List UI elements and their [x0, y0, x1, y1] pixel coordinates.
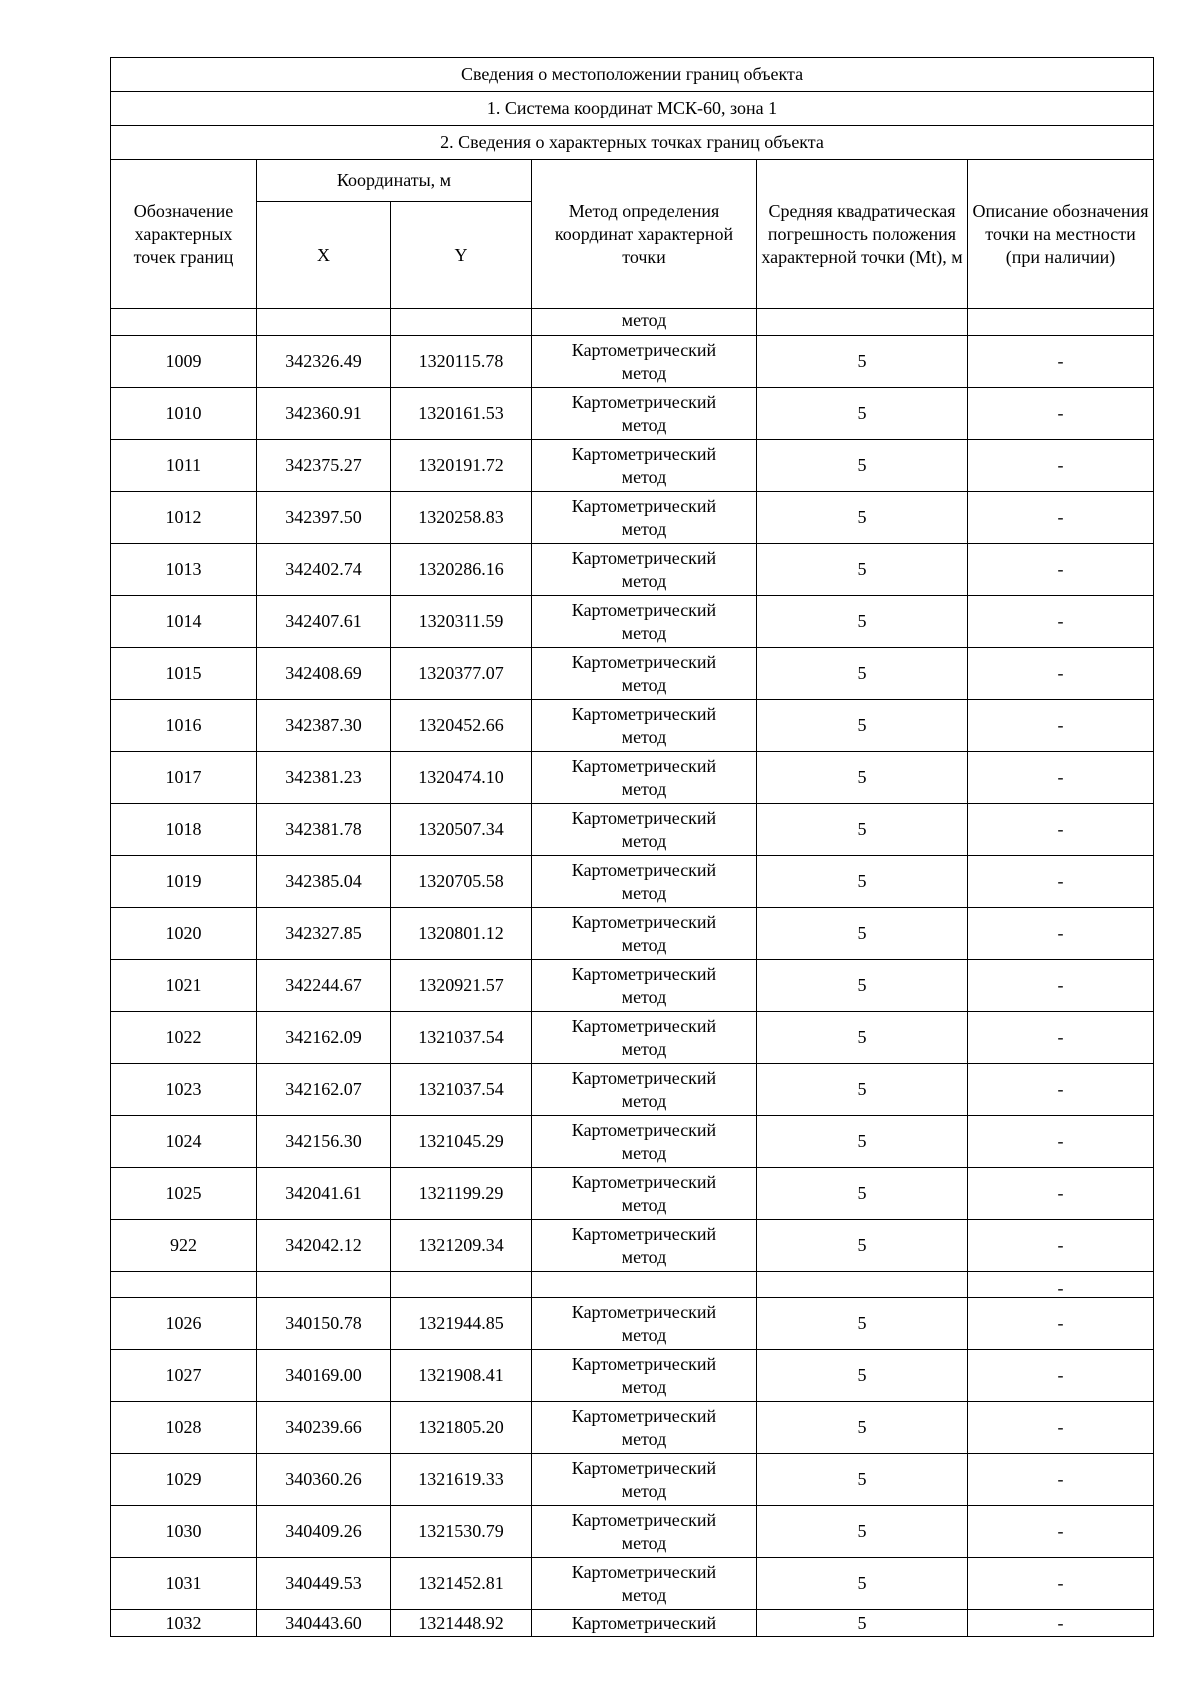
table-row: [111, 1116, 1154, 1168]
point-id-cell: 1029: [111, 1454, 257, 1506]
x-coordinate-cell: 342397.50: [257, 492, 391, 544]
method-line: Картометрический: [571, 339, 717, 360]
method-cell: [532, 1220, 757, 1272]
method-line: метод: [621, 934, 667, 955]
description-cell: -: [968, 1168, 1154, 1220]
header-method: Метод определения координат характерной точки: [532, 160, 757, 309]
y-coordinate-cell: 1321452.81: [391, 1558, 532, 1610]
method-line: Картометрический: [571, 963, 717, 984]
method-line: Картометрический: [571, 1171, 717, 1192]
description-cell: -: [968, 1454, 1154, 1506]
table-row: [111, 1220, 1154, 1272]
description-cell: -: [968, 388, 1154, 440]
method-line: Картометрический: [571, 547, 717, 568]
x-coordinate-cell: 342381.23: [257, 752, 391, 804]
description-cell: -: [968, 544, 1154, 596]
method-line: Картометрический: [571, 755, 717, 776]
description-cell: -: [968, 1220, 1154, 1272]
point-id-cell: 1013: [111, 544, 257, 596]
description-cell: -: [968, 908, 1154, 960]
method-line: Картометрический: [571, 1119, 717, 1140]
method-line: метод: [621, 1142, 667, 1163]
table-row: [111, 1610, 1154, 1637]
point-id-cell: 1016: [111, 700, 257, 752]
method-line: метод: [621, 726, 667, 747]
x-coordinate-cell: 340449.53: [257, 1558, 391, 1610]
y-coordinate-cell: 1320286.16: [391, 544, 532, 596]
mean-error-cell: 5: [757, 492, 968, 544]
point-id-cell: 1031: [111, 1558, 257, 1610]
table-cell: [391, 309, 532, 336]
method-line: метод: [621, 830, 667, 851]
mean-error-cell: 5: [757, 596, 968, 648]
description-cell: -: [968, 856, 1154, 908]
point-id-cell: 1030: [111, 1506, 257, 1558]
x-coordinate-cell: 342408.69: [257, 648, 391, 700]
table-row: [111, 596, 1154, 648]
header-mean-error: Средняя квадратическая погрешность положения характерной точки (Mt), м: [757, 160, 968, 309]
table-row: [111, 1454, 1154, 1506]
y-coordinate-cell: 1320258.83: [391, 492, 532, 544]
method-cell: [532, 752, 757, 804]
y-coordinate-cell: 1320507.34: [391, 804, 532, 856]
method-line: метод: [621, 570, 667, 591]
method-line: Картометрический: [571, 1301, 717, 1322]
mean-error-cell: 5: [757, 908, 968, 960]
method-line: метод: [621, 986, 667, 1007]
method-cell: [532, 1116, 757, 1168]
point-id-cell: 1012: [111, 492, 257, 544]
method-line: Картометрический: [571, 1067, 717, 1088]
x-coordinate-cell: 342381.78: [257, 804, 391, 856]
method-cell: [532, 908, 757, 960]
x-coordinate-cell: 340239.66: [257, 1402, 391, 1454]
table-row: [111, 1506, 1154, 1558]
y-coordinate-cell: 1321619.33: [391, 1454, 532, 1506]
mean-error-cell: 5: [757, 1402, 968, 1454]
y-coordinate-cell: 1320191.72: [391, 440, 532, 492]
point-id-cell: 1022: [111, 1012, 257, 1064]
mean-error-cell: 5: [757, 1220, 968, 1272]
point-id-cell: 1026: [111, 1298, 257, 1350]
table-row: [111, 1558, 1154, 1610]
x-coordinate-cell: 342387.30: [257, 700, 391, 752]
table-row: [111, 752, 1154, 804]
method-line: Картометрический: [571, 807, 717, 828]
method-cell: [532, 1012, 757, 1064]
y-coordinate-cell: 1320311.59: [391, 596, 532, 648]
x-coordinate-cell: 342375.27: [257, 440, 391, 492]
y-coordinate-cell: 1321944.85: [391, 1298, 532, 1350]
table-row: [111, 960, 1154, 1012]
method-line: метод: [621, 1480, 667, 1501]
method-cell: [532, 804, 757, 856]
mean-error-cell: 5: [757, 804, 968, 856]
method-line: метод: [621, 1038, 667, 1059]
method-cell: [532, 648, 757, 700]
mean-error-cell: 5: [757, 1012, 968, 1064]
point-id-cell: 1010: [111, 388, 257, 440]
y-coordinate-cell: 1321045.29: [391, 1116, 532, 1168]
x-coordinate-cell: 340443.60: [257, 1610, 391, 1637]
method-cell: [532, 856, 757, 908]
method-cell: [532, 700, 757, 752]
method-cell: Картометрический: [532, 1610, 757, 1637]
point-id-cell: 1019: [111, 856, 257, 908]
x-coordinate-cell: 342162.09: [257, 1012, 391, 1064]
method-line: метод: [621, 882, 667, 903]
x-coordinate-cell: 340150.78: [257, 1298, 391, 1350]
y-coordinate-cell: 1320161.53: [391, 388, 532, 440]
header-y: Y: [391, 202, 532, 309]
x-coordinate-cell: 340360.26: [257, 1454, 391, 1506]
mean-error-cell: 5: [757, 1558, 968, 1610]
method-cell: [532, 1350, 757, 1402]
x-coordinate-cell: 342041.61: [257, 1168, 391, 1220]
description-cell: -: [968, 1272, 1154, 1298]
y-coordinate-cell: 1320705.58: [391, 856, 532, 908]
table-row: [111, 1402, 1154, 1454]
method-line: Картометрический: [571, 651, 717, 672]
mean-error-cell: 5: [757, 1116, 968, 1168]
description-cell: -: [968, 336, 1154, 388]
point-id-cell: 1032: [111, 1610, 257, 1637]
method-cell: [532, 1402, 757, 1454]
method-cell: [532, 388, 757, 440]
description-cell: -: [968, 1506, 1154, 1558]
mean-error-cell: 5: [757, 440, 968, 492]
y-coordinate-cell: 1320115.78: [391, 336, 532, 388]
point-id-cell: 1017: [111, 752, 257, 804]
x-coordinate-cell: 340409.26: [257, 1506, 391, 1558]
y-coordinate-cell: 1321037.54: [391, 1012, 532, 1064]
x-coordinate-cell: 342244.67: [257, 960, 391, 1012]
mean-error-cell: 5: [757, 648, 968, 700]
method-cell: [532, 336, 757, 388]
method-cell: [532, 440, 757, 492]
description-cell: -: [968, 492, 1154, 544]
table-cell: [968, 309, 1154, 336]
description-cell: -: [968, 700, 1154, 752]
description-cell: -: [968, 1610, 1154, 1637]
table-cell: [111, 309, 257, 336]
description-cell: -: [968, 1298, 1154, 1350]
method-line: Картометрический: [571, 1457, 717, 1478]
method-line: Картометрический: [571, 703, 717, 724]
description-cell: -: [968, 804, 1154, 856]
method-cell: [532, 492, 757, 544]
method-line: метод: [621, 1246, 667, 1267]
method-line: метод: [621, 1194, 667, 1215]
method-line: Картометрический: [571, 1509, 717, 1530]
y-coordinate-cell: 1321530.79: [391, 1506, 532, 1558]
blank-row: [111, 1272, 1154, 1298]
point-id-cell: 1014: [111, 596, 257, 648]
point-id-cell: 1015: [111, 648, 257, 700]
method-cell: [532, 1454, 757, 1506]
point-id-cell: 1028: [111, 1402, 257, 1454]
method-cell: [532, 1506, 757, 1558]
method-line: метод: [621, 518, 667, 539]
table-row: [111, 804, 1154, 856]
x-coordinate-cell: 342402.74: [257, 544, 391, 596]
table-cell: [391, 1272, 532, 1298]
table-title: Сведения о местоположении границ объекта: [111, 58, 1154, 92]
x-coordinate-cell: 342156.30: [257, 1116, 391, 1168]
mean-error-cell: 5: [757, 700, 968, 752]
mean-error-cell: 5: [757, 752, 968, 804]
method-line: Картометрический: [571, 443, 717, 464]
point-id-cell: 1024: [111, 1116, 257, 1168]
point-id-cell: 922: [111, 1220, 257, 1272]
point-id-cell: 1018: [111, 804, 257, 856]
mean-error-cell: 5: [757, 1064, 968, 1116]
point-id-cell: 1011: [111, 440, 257, 492]
method-line: Картометрический: [571, 1223, 717, 1244]
table-row: [111, 336, 1154, 388]
method-line: Картометрический: [571, 599, 717, 620]
document-page: [110, 57, 1153, 1637]
table-row: [111, 908, 1154, 960]
point-id-cell: 1020: [111, 908, 257, 960]
method-line: метод: [621, 1376, 667, 1397]
table-cell: [757, 309, 968, 336]
header-description: Описание обозначения точки на местности (при наличии): [968, 160, 1154, 309]
y-coordinate-cell: 1320377.07: [391, 648, 532, 700]
point-id-cell: 1009: [111, 336, 257, 388]
description-cell: -: [968, 1064, 1154, 1116]
mean-error-cell: 5: [757, 856, 968, 908]
boundary-points-table: [110, 57, 1154, 1637]
point-id-cell: 1021: [111, 960, 257, 1012]
description-cell: -: [968, 1116, 1154, 1168]
mean-error-cell: 5: [757, 1168, 968, 1220]
table-row: [111, 388, 1154, 440]
method-line: Картометрический: [571, 1015, 717, 1036]
x-coordinate-cell: 342326.49: [257, 336, 391, 388]
description-cell: -: [968, 960, 1154, 1012]
y-coordinate-cell: 1321805.20: [391, 1402, 532, 1454]
description-cell: -: [968, 648, 1154, 700]
table-row: [111, 492, 1154, 544]
table-row: [111, 1012, 1154, 1064]
mean-error-cell: 5: [757, 336, 968, 388]
continuation-row: [111, 309, 1154, 336]
description-cell: -: [968, 1350, 1154, 1402]
x-coordinate-cell: 342042.12: [257, 1220, 391, 1272]
y-coordinate-cell: 1321037.54: [391, 1064, 532, 1116]
method-line: метод: [621, 1428, 667, 1449]
method-cell: [532, 1168, 757, 1220]
method-line: Картометрический: [571, 911, 717, 932]
x-coordinate-cell: 342360.91: [257, 388, 391, 440]
x-coordinate-cell: 342407.61: [257, 596, 391, 648]
continued-method-cell: метод: [532, 309, 757, 336]
method-line: метод: [621, 414, 667, 435]
mean-error-cell: 5: [757, 1298, 968, 1350]
table-row: [111, 440, 1154, 492]
method-line: Картометрический: [571, 1561, 717, 1582]
method-line: метод: [621, 622, 667, 643]
point-id-cell: 1027: [111, 1350, 257, 1402]
table-cell: [257, 309, 391, 336]
y-coordinate-cell: 1321448.92: [391, 1610, 532, 1637]
method-line: метод: [621, 1532, 667, 1553]
description-cell: -: [968, 596, 1154, 648]
description-cell: -: [968, 1558, 1154, 1610]
method-line: Картометрический: [571, 495, 717, 516]
coordinate-system-heading: 1. Система координат МСК-60, зона 1: [111, 92, 1154, 126]
method-line: метод: [621, 1584, 667, 1605]
y-coordinate-cell: 1320921.57: [391, 960, 532, 1012]
header-x: X: [257, 202, 391, 309]
point-id-cell: 1025: [111, 1168, 257, 1220]
table-row: [111, 1350, 1154, 1402]
table-cell: [111, 1272, 257, 1298]
method-line: метод: [621, 778, 667, 799]
table-row: [111, 856, 1154, 908]
y-coordinate-cell: 1320452.66: [391, 700, 532, 752]
header-coordinates: Координаты, м: [257, 160, 532, 202]
y-coordinate-cell: 1320474.10: [391, 752, 532, 804]
description-cell: -: [968, 440, 1154, 492]
mean-error-cell: 5: [757, 544, 968, 596]
description-cell: -: [968, 1012, 1154, 1064]
method-line: Картометрический: [571, 859, 717, 880]
method-cell: [532, 1298, 757, 1350]
method-line: метод: [621, 466, 667, 487]
method-line: метод: [621, 674, 667, 695]
description-cell: -: [968, 752, 1154, 804]
table-row: [111, 544, 1154, 596]
table-row: [111, 648, 1154, 700]
x-coordinate-cell: 342327.85: [257, 908, 391, 960]
x-coordinate-cell: 342385.04: [257, 856, 391, 908]
y-coordinate-cell: 1320801.12: [391, 908, 532, 960]
mean-error-cell: 5: [757, 1454, 968, 1506]
x-coordinate-cell: 342162.07: [257, 1064, 391, 1116]
table-row: [111, 1064, 1154, 1116]
method-line: метод: [621, 1090, 667, 1111]
y-coordinate-cell: 1321199.29: [391, 1168, 532, 1220]
method-cell: [532, 544, 757, 596]
table-cell: [757, 1272, 968, 1298]
mean-error-cell: 5: [757, 1610, 968, 1637]
mean-error-cell: 5: [757, 388, 968, 440]
description-cell: -: [968, 1402, 1154, 1454]
table-row: [111, 700, 1154, 752]
point-id-cell: 1023: [111, 1064, 257, 1116]
y-coordinate-cell: 1321908.41: [391, 1350, 532, 1402]
method-cell: [532, 1558, 757, 1610]
x-coordinate-cell: 340169.00: [257, 1350, 391, 1402]
method-cell: [532, 1064, 757, 1116]
method-line: метод: [621, 1324, 667, 1345]
method-line: Картометрический: [571, 391, 717, 412]
mean-error-cell: 5: [757, 1506, 968, 1558]
table-cell: [532, 1272, 757, 1298]
table-cell: [257, 1272, 391, 1298]
table-row: [111, 1168, 1154, 1220]
y-coordinate-cell: 1321209.34: [391, 1220, 532, 1272]
method-line: Картометрический: [571, 1405, 717, 1426]
method-line: Картометрический: [571, 1353, 717, 1374]
table-row: [111, 1298, 1154, 1350]
points-section-heading: 2. Сведения о характерных точках границ объекта: [111, 126, 1154, 160]
mean-error-cell: 5: [757, 960, 968, 1012]
method-cell: [532, 960, 757, 1012]
mean-error-cell: 5: [757, 1350, 968, 1402]
method-cell: [532, 596, 757, 648]
method-line: метод: [621, 362, 667, 383]
header-point-designation: Обозначение характерных точек границ: [111, 160, 257, 309]
